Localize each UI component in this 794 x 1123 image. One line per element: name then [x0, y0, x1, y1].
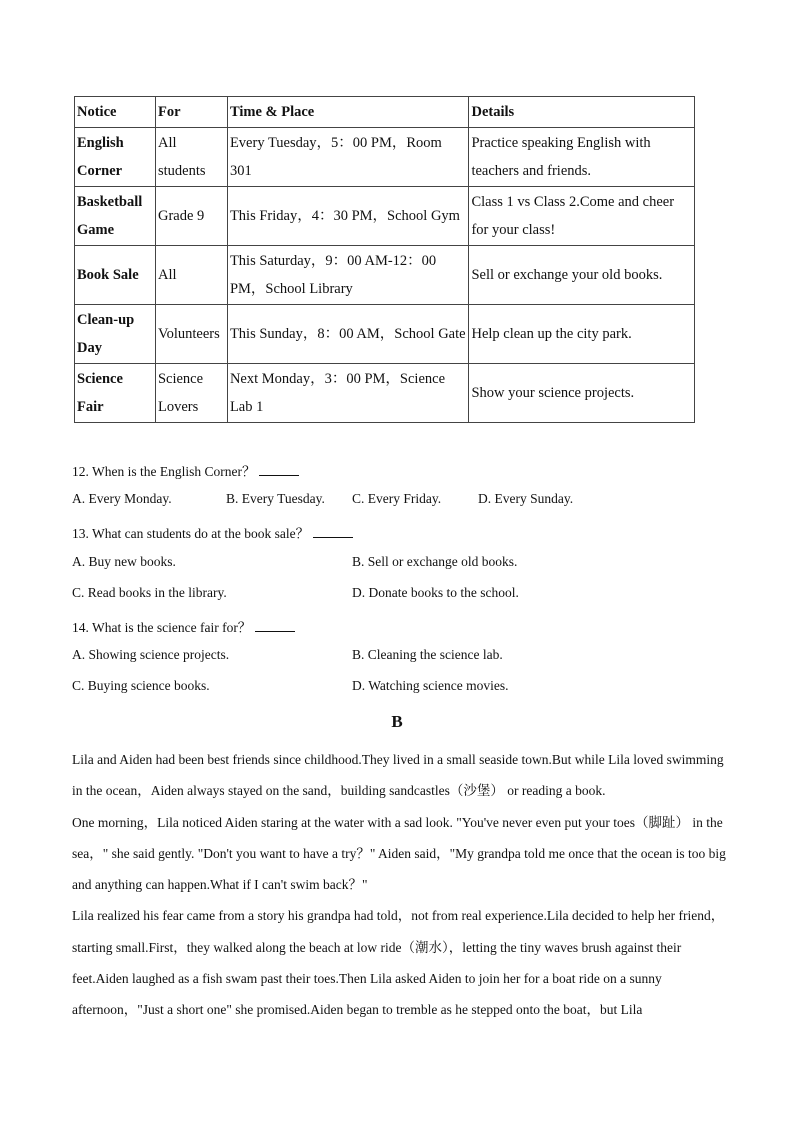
details-cell: Sell or exchange your old books. [469, 246, 695, 305]
q14-option-c[interactable]: C. Buying science books. [72, 678, 210, 693]
time-place-cell: This Sunday，8：00 AM，School Gate [227, 305, 469, 364]
time-place-cell: Every Tuesday，5：00 PM，Room 301 [227, 128, 469, 187]
table-row [75, 187, 695, 246]
answer-blank[interactable] [313, 525, 353, 538]
header-time-place: Time & Place [227, 97, 469, 128]
question-13-stem: 13. What can students do at the book sale？ [72, 526, 310, 541]
q12-option-d[interactable]: D. Every Sunday. [478, 491, 574, 506]
header-details: Details [469, 97, 695, 128]
section-b-heading: B [391, 712, 403, 731]
q13-option-b[interactable]: B. Sell or exchange old books. [352, 554, 518, 569]
q13-option-c[interactable]: C. Read books in the library. [72, 585, 227, 600]
q13-option-a[interactable]: A. Buy new books. [72, 554, 176, 569]
notice-cell: Science Fair [75, 364, 156, 423]
header-notice: Notice [75, 97, 156, 128]
notice-cell: Book Sale [75, 246, 156, 305]
q12-option-b[interactable]: B. Every Tuesday. [226, 491, 325, 506]
q13-option-d[interactable]: D. Donate books to the school. [352, 585, 519, 600]
passage-paragraph: One morning，Lila noticed Aiden staring at the water with a sad look. "You've never even put your toes（脚趾） in the sea，" she said gently. "Don't you want to have a try？" Aiden said，"My grandpa told me once that the ocean is too big and anything can happen.What if I can't swim back？" [72, 814, 726, 893]
question-13 [72, 522, 353, 542]
details-cell: Help clean up the city park. [469, 305, 695, 364]
details-cell: Show your science projects. [469, 364, 695, 423]
passage-paragraph: Lila and Aiden had been best friends since childhood.They lived in a small seaside town.But while Lila loved swimming in the ocean，Aiden always stayed on the sand，building sandcastles（沙堡） or reading a book. [72, 752, 724, 799]
for-cell: Science Lovers [155, 364, 227, 423]
time-place-cell: This Friday，4：30 PM，School Gym [227, 187, 469, 246]
table-row [75, 364, 695, 423]
notice-cell: English Corner [75, 128, 156, 187]
q12-option-c[interactable]: C. Every Friday. [352, 491, 442, 506]
table-header-row [75, 97, 695, 128]
table-row [75, 305, 695, 364]
table-row [75, 246, 695, 305]
for-cell: All [155, 246, 227, 305]
q14-option-d[interactable]: D. Watching science movies. [352, 678, 509, 693]
answer-blank[interactable] [255, 619, 295, 632]
passage-paragraph: Lila realized his fear came from a story his grandpa had told，not from real experience.Lila decided to help her friend，starting small.First，they walked along the beach at low ride（潮水），letting the tiny waves brush against their feet.Aiden laughed as a fish swam past their toes.Then Lila asked Aiden to join her for a boat ride on a sunny afternoon，"Just a short one" she promised.Aiden began to tremble as he stepped onto the boat，but Lila [72, 908, 725, 1018]
notice-cell: Clean-up Day [75, 305, 156, 364]
notice-cell: Basketball Game [75, 187, 156, 246]
reading-passage [72, 744, 732, 1026]
question-12-stem: 12. When is the English Corner？ [72, 464, 256, 479]
question-12 [72, 460, 299, 480]
time-place-cell: This Saturday，9：00 AM-12：00 PM，School Library [227, 246, 469, 305]
time-place-cell: Next Monday，3：00 PM，Science Lab 1 [227, 364, 469, 423]
q14-option-b[interactable]: B. Cleaning the science lab. [352, 647, 503, 662]
for-cell: Grade 9 [155, 187, 227, 246]
question-14-stem: 14. What is the science fair for？ [72, 620, 252, 635]
question-14 [72, 616, 295, 636]
table-row [75, 128, 695, 187]
notice-table [74, 96, 695, 423]
for-cell: Volunteers [155, 305, 227, 364]
details-cell: Practice speaking English with teachers and friends. [469, 128, 695, 187]
q14-option-a[interactable]: A. Showing science projects. [72, 647, 230, 662]
details-cell: Class 1 vs Class 2.Come and cheer for your class! [469, 187, 695, 246]
q12-option-a[interactable]: A. Every Monday. [72, 491, 172, 506]
header-for: For [155, 97, 227, 128]
for-cell: All students [155, 128, 227, 187]
answer-blank[interactable] [259, 463, 299, 476]
